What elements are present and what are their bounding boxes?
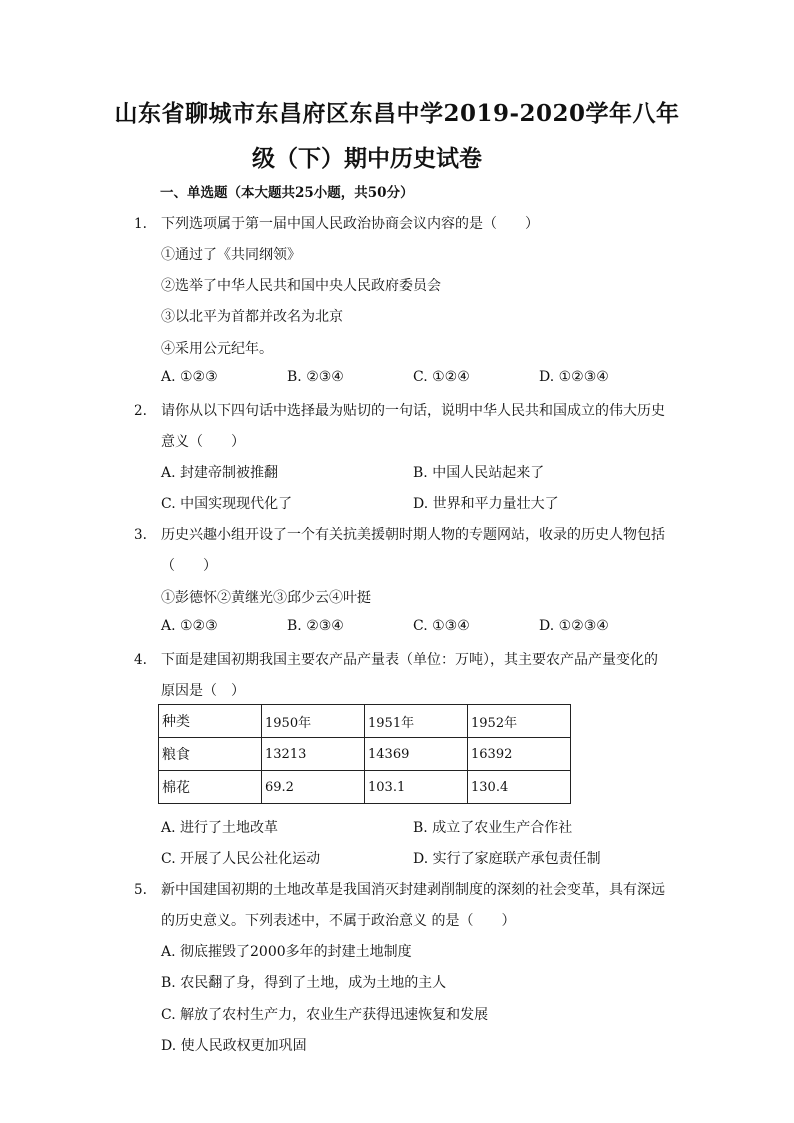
question-2-option-a: A. 封建帝制被推翻 [161,465,279,481]
table-cell: 14369 [365,738,468,771]
table-cell: 1952年 [468,705,571,738]
question-3-number: 3. [134,527,147,543]
table-cell: 13213 [262,738,365,771]
exam-title-line-1: 山东省聊城市东昌府区东昌中学2019-2020学年八年 [114,100,680,127]
table-cell: 130.4 [468,771,571,804]
question-3-option-c: C. ①③④ [413,618,470,634]
section-heading: 一、单选题（本大题共25小题，共50分） [160,185,414,201]
question-4-option-a: A. 进行了土地改革 [161,820,279,836]
table-cell: 103.1 [365,771,468,804]
question-5-option-c: C. 解放了农村生产力，农业生产获得迅速恢复和发展 [161,1007,489,1023]
question-5-stem-line-2: 的历史意义。下列表述中，不属于政治意义 的是（ ） [161,913,516,929]
question-2-option-c: C. 中国实现现代化了 [161,496,293,512]
question-5-stem-line-1: 新中国建国初期的土地改革是我国消灭封建剥削制度的深刻的社会变革，具有深远 [161,882,665,898]
table-cell: 1951年 [365,705,468,738]
table-row [159,705,571,738]
question-4-option-c: C. 开展了人民公社化运动 [161,851,321,867]
question-4-option-b: B. 成立了农业生产合作社 [413,820,573,836]
question-3-option-b: B. ②③④ [287,618,344,634]
question-1-stem: 下列选项属于第一届中国人民政治协商会议内容的是（ ） [161,216,539,232]
question-3-stem-line-1: 历史兴趣小组开设了一个有关抗美援朝时期人物的专题网站，收录的历史人物包括 [161,527,665,543]
question-1-item-4: ④采用公元纪年。 [161,341,273,357]
question-1-item-1: ①通过了《共同纲领》 [161,247,301,263]
question-5-option-b: B. 农民翻了身，得到了土地，成为土地的主人 [161,975,447,991]
table-cell: 69.2 [262,771,365,804]
question-5-option-a: A. 彻底摧毁了2000多年的封建土地制度 [161,944,412,960]
table-row [159,738,571,771]
question-4-option-d: D. 实行了家庭联产承包责任制 [413,851,601,867]
question-5-number: 5. [134,882,147,898]
question-2-stem-line-1: 请你从以下四句话中选择最为贴切的一句话，说明中华人民共和国成立的伟大历史 [161,403,665,419]
table-cell: 1950年 [262,705,365,738]
question-4-stem-line-1: 下面是建国初期我国主要农产品产量表（单位：万吨），其主要农产品产量变化的 [161,652,658,668]
table-cell: 16392 [468,738,571,771]
question-2-stem-line-2: 意义（ ） [161,434,245,450]
table-cell: 种类 [159,705,262,738]
question-1-option-b: B. ②③④ [287,369,344,385]
question-3-option-d: D. ①②③④ [539,618,609,634]
question-1-option-d: D. ①②③④ [539,369,609,385]
question-3-option-a: A. ①②③ [161,618,218,634]
question-3-stem-line-2: （ ） [161,558,217,574]
question-4-number: 4. [134,652,147,668]
production-table [158,704,571,804]
question-1-item-2: ②选举了中华人民共和国中央人民政府委员会 [161,278,441,294]
question-1-number: 1. [134,216,147,232]
question-2-number: 2. [134,403,147,419]
question-4-stem-line-2: 原因是（ ） [161,683,245,699]
question-2-option-d: D. 世界和平力量壮大了 [413,496,559,512]
table-cell: 棉花 [159,771,262,804]
table-cell: 粮食 [159,738,262,771]
table-row [159,771,571,804]
exam-title-line-2: 级（下）期中历史试卷 [252,145,482,172]
question-2-option-b: B. 中国人民站起来了 [413,465,545,481]
question-1-option-c: C. ①②④ [413,369,470,385]
question-1-option-a: A. ①②③ [161,369,218,385]
question-5-option-d: D. 使人民政权更加巩固 [161,1038,307,1054]
question-3-items: ①彭德怀②黄继光③邱少云④叶挺 [161,590,371,606]
question-1-item-3: ③以北平为首都并改名为北京 [161,309,343,325]
